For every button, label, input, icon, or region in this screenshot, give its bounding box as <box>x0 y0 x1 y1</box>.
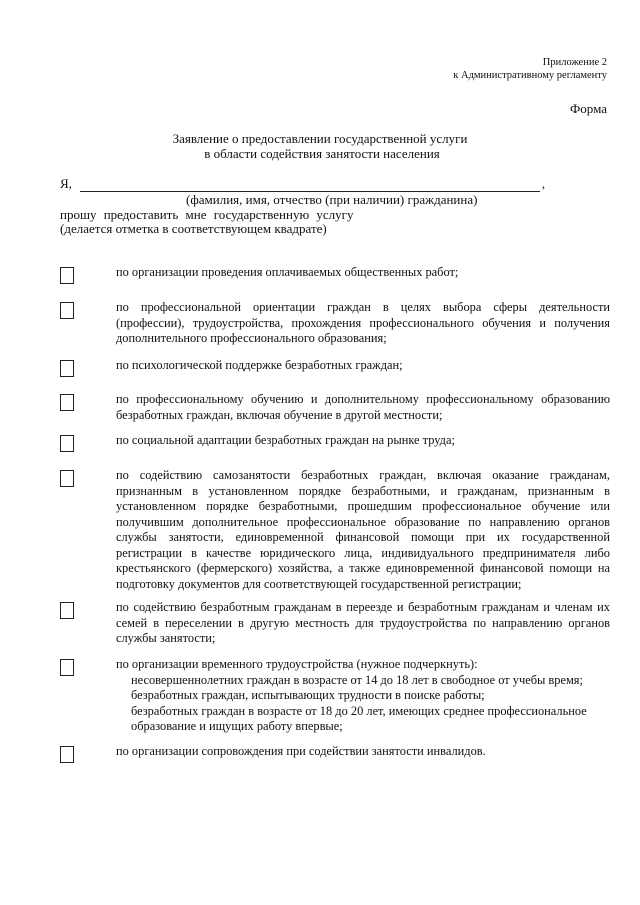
service-text <box>116 657 610 735</box>
temporary-option-hard-to-place[interactable]: безработных граждан, испытывающих трудности в поиске работы; <box>131 688 485 702</box>
service-item-relocation <box>60 600 610 647</box>
service-text: по содействию самозанятости безработных граждан, включая оказание гражданам, признанным в установленном порядке безработными, и гражданам, признанным в установленном порядке безработными, прошедшим профессиональное обучение или получившим дополнительное профессиональное образование по направлению органов службы занятости, единовременной финансовой помощи при их государственной регистрации в качестве юридического лица, индивидуального предпринимателя либо крестьянского (фермерского) хозяйства, а также единовременной финансовой помощи на подготовку документов для соответствующей государственной регистрации; <box>116 468 610 591</box>
service-checkbox[interactable] <box>60 470 74 487</box>
service-item-social-adaptation <box>60 433 610 452</box>
service-checkbox[interactable] <box>60 360 74 377</box>
service-text: по организации проведения оплачиваемых общественных работ; <box>116 265 459 279</box>
service-item-professional-training <box>60 392 610 423</box>
service-text: по содействию безработным гражданам в переезде и безработным гражданам и членам их семей в переселении в другую местность для трудоустройства по направлению органов службы занятости; <box>116 600 610 645</box>
service-checkbox[interactable] <box>60 435 74 452</box>
form-label: Форма <box>570 101 607 116</box>
applicant-name-line <box>60 176 545 192</box>
applicant-suffix: , <box>541 176 546 191</box>
temporary-option-young-graduates[interactable]: безработных граждан в возрасте от 18 до 20 лет, имеющих среднее профессиональное образование и ищущих работу впервые; <box>131 703 587 733</box>
applicant-prefix: Я, <box>60 176 72 191</box>
service-text: по профессиональному обучению и дополнительному профессиональному образованию безработных граждан, включая обучение в другой местности; <box>116 392 610 422</box>
document-title <box>0 131 640 161</box>
service-checkbox[interactable] <box>60 267 74 284</box>
temporary-option-minors[interactable]: несовершеннолетних граждан в возрасте от 14 до 18 лет в свободное от учебы время; <box>131 672 583 687</box>
service-checkbox[interactable] <box>60 394 74 411</box>
appendix-reference <box>453 57 607 82</box>
title-line-1: Заявление о предоставлении государственной услуги <box>172 131 468 146</box>
applicant-name-field[interactable] <box>80 179 540 192</box>
service-text: по организации сопровождения при содействии занятости инвалидов. <box>116 744 486 758</box>
service-item-public-works <box>60 265 610 284</box>
appendix-number: Приложение 2 <box>542 57 607 68</box>
temporary-employment-heading: по организации временного трудоустройства (нужное подчеркнуть): <box>116 657 478 671</box>
request-text: прошу предоставить мне государственную услугу <box>60 207 354 222</box>
service-checkbox[interactable] <box>60 659 74 676</box>
service-checkbox[interactable] <box>60 302 74 319</box>
appendix-regulation: к Административному регламенту <box>453 69 607 81</box>
service-item-psychological-support <box>60 358 610 377</box>
service-checkbox[interactable] <box>60 746 74 763</box>
service-text: по психологической поддержке безработных граждан; <box>116 358 403 372</box>
title-line-2: в области содействия занятости населения <box>204 146 440 161</box>
service-item-temporary-employment <box>60 657 610 735</box>
service-text: по социальной адаптации безработных граждан на рынке труда; <box>116 433 455 447</box>
service-text: по профессиональной ориентации граждан в целях выбора сферы деятельности (профессии), трудоустройства, прохождения профессионального обучения и получения дополнительного профессионального образования; <box>116 300 610 345</box>
service-checkbox[interactable] <box>60 602 74 619</box>
applicant-name-hint: (фамилия, имя, отчество (при наличии) гражданина) <box>186 192 478 207</box>
service-item-disabled-support <box>60 744 610 763</box>
marking-note: (делается отметка в соответствующем квадрате) <box>60 221 327 236</box>
service-item-self-employment <box>60 468 610 592</box>
service-item-career-guidance <box>60 300 610 347</box>
